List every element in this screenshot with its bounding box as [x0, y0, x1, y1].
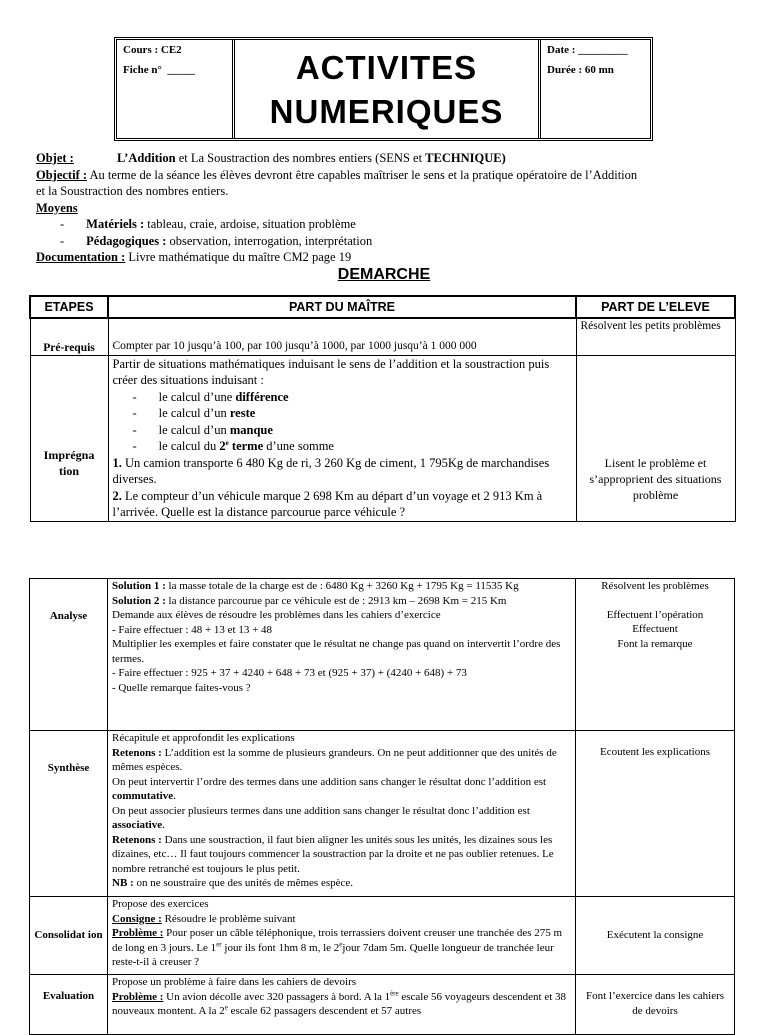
header-left	[117, 40, 235, 138]
header-part-eleve: PART DE L’ELEVE	[576, 296, 735, 318]
table-header-row	[30, 296, 735, 318]
header-box	[114, 37, 653, 141]
pedagogiques-text: observation, interrogation, interprétation	[166, 233, 373, 248]
consolidation-pupil: Exécutent la consigne	[576, 897, 735, 975]
prerequis-teacher: Compter par 10 jusqu’à 100, par 100 jusqu’à 1000, par 1000 jusqu’à 1 000 000	[108, 318, 576, 355]
demarche-heading: DEMARCHE	[337, 266, 431, 283]
table-row	[30, 731, 735, 897]
analyse-line: Multiplier les exemples et faire constater que le résultat ne change pas quand on intervertit l’ordre des termes.	[112, 638, 561, 665]
step-prerequis: Pré-requis	[30, 318, 108, 355]
title-line-2: NUMERIQUES	[269, 93, 504, 130]
objet-line	[36, 150, 726, 167]
synthese-teacher: Récapitule et approfondit les explications Retenons : L’addition est la somme de plusieurs grandeurs. On ne peut additionner que des unités de mêmes espèces. On peut intervertir l’ordre des termes dans une addition sans changer le résultat donc l’addition est commutative. On peut associer plusieurs termes dans une addition sans changer le résultat donc l’addition est associative. Retenons : Dans une soustraction, il faut bien aligner les unités sous les unités, les dizaines sous les dizaines, etc… Il faut toujours commencer la soustraction par la droite et ne pas oublier retenues. Le nombre retranché est toujours le plus petit. NB : on ne soustraire que des unités de mêmes espèce.	[108, 731, 576, 897]
header-right	[541, 40, 650, 138]
analyse-teacher	[108, 579, 576, 731]
evaluation-pupil: Font l’exercice dans les cahiers de devoirs	[576, 975, 735, 1035]
problem-1: 1. Un camion transporte 6 480 Kg de ri, 3 260 Kg de ciment, 1 795Kg de marchandises diverses.	[112, 455, 550, 486]
pedagogiques-label: Pédagogiques :	[86, 233, 167, 248]
step-evaluation: Evaluation	[30, 975, 108, 1035]
title-line-1: ACTIVITES	[295, 49, 478, 86]
list-item: - le calcul d’un reste	[132, 406, 256, 420]
step-consolidation: Consolidat ion	[30, 897, 108, 975]
analyse-pupil: Résolvent les problèmes Effectuent l’opération Effectuent Font la remarque	[576, 579, 735, 731]
synthese-pupil: Ecoutent les explications	[576, 731, 735, 897]
documentation-text: Livre mathématique du maître CM2 page 19	[125, 250, 352, 264]
materiels-text: tableau, craie, ardoise, situation problème	[144, 217, 356, 231]
problem-2: 2. Le compteur d’un véhicule marque 2 698 Km au départ d’un voyage et 2 913 Km à l’arrivée. Quelle est la distance parcourue parce véhicule ?	[112, 488, 543, 519]
moyens-label: Moyens	[36, 200, 78, 215]
analyse-line: - Quelle remarque faites-vous ?	[112, 681, 251, 694]
list-item: - le calcul d’un manque	[132, 422, 273, 437]
analyse-line: - Faire effectuer : 925 + 37 + 4240 + 648 + 73 et (925 + 37) + (4240 + 648) + 73	[112, 667, 467, 679]
objet-label: Objet :	[36, 151, 74, 165]
objectif-text-2: et la Soustraction des nombres entiers.	[36, 184, 229, 198]
duree-label: Durée : 60 mn	[547, 64, 614, 76]
objet-addition: L’Addition	[116, 151, 176, 165]
step-impregnation: Imprégna tion	[30, 355, 108, 521]
table-row	[30, 579, 735, 731]
objet-technique: TECHNIQUE)	[425, 151, 506, 165]
objectif-line	[36, 167, 726, 200]
consolidation-teacher: Propose des exercices Consigne : Résoudre le problème suivant Problème : Pour poser un câble téléphonique, trois terrassiers doivent creuser une tranchée des 275 m de long en 3 jours. Le 1er jour ils font 1hm 8 m, le 2ejour 7dam 5m. Quelle longueur de tranchée leur reste-t-il à creuser ?	[108, 897, 576, 975]
documentation-label: Documentation :	[36, 250, 126, 264]
impregnation-teacher	[108, 355, 576, 521]
table-row	[30, 318, 735, 355]
header-part-maitre: PART DU MAÎTRE	[108, 296, 576, 318]
pedagogiques-line: - Pédagogiques : observation, interrogation, interprétation	[60, 233, 373, 248]
materiels-label: Matériels :	[86, 217, 145, 231]
table-row	[30, 897, 735, 975]
moyens-line	[36, 200, 726, 217]
objet-text: et La Soustraction des nombres entiers (SENS et	[175, 151, 426, 165]
table-row	[30, 975, 735, 1035]
intro-section	[36, 150, 726, 266]
analyse-line: Demande aux élèves de résoudre les problèmes dans les cahiers d’exercice	[112, 609, 441, 621]
materiels-line: - Matériels : tableau, craie, ardoise, situation problème	[60, 217, 356, 231]
solution-2: Solution 2 : la distance parcourue par ce véhicule est de : 2913 km – 2698 Km = 215 Km	[112, 594, 507, 607]
lesson-table-1	[29, 295, 736, 522]
evaluation-teacher: Propose un problème à faire dans les cahiers de devoirs Problème : Un avion décolle avec 320 passagers à bord. A la 1ère escale 56 voyageurs descendent et 38 nouveaux montent. A la 2e escale 62 passagers descendent et 57 autres	[108, 975, 576, 1035]
objectif-label: Objectif :	[36, 167, 88, 182]
objectif-text: Au terme de la séance les élèves devront être capables maîtriser le sens et la pratique opératoire de l’Addition	[87, 167, 638, 182]
analyse-line: - Faire effectuer : 48 + 13 et 13 + 48	[112, 623, 273, 636]
lesson-table-2	[29, 578, 735, 1035]
step-analyse: Analyse	[30, 579, 108, 731]
bullet-list	[113, 389, 572, 455]
step-synthese: Synthèse	[30, 731, 108, 897]
document-title	[235, 40, 541, 138]
documentation-line	[36, 249, 726, 266]
list-item: - le calcul d’une différence	[132, 389, 289, 404]
table-row	[30, 355, 735, 521]
impregnation-pupil: Lisent le problème et s’approprient des situations problème	[576, 355, 735, 521]
impregnation-intro: Partir de situations mathématiques induisant le sens de l’addition et la soustraction puis créer des situations induisant :	[112, 356, 550, 387]
prerequis-pupil: Résolvent les petits problèmes	[576, 318, 735, 355]
date-label: Date : _________	[547, 44, 628, 56]
header-etapes: ETAPES	[30, 296, 108, 318]
list-item: - le calcul du 2e terme d’une somme	[132, 438, 334, 453]
solution-1: Solution 1 : la masse totale de la charge est de : 6480 Kg + 3260 Kg + 1795 Kg = 11535 Kg	[112, 580, 519, 592]
cours-label: Cours : CE2	[123, 44, 182, 56]
fiche-label: Fiche n° _____	[123, 64, 195, 76]
